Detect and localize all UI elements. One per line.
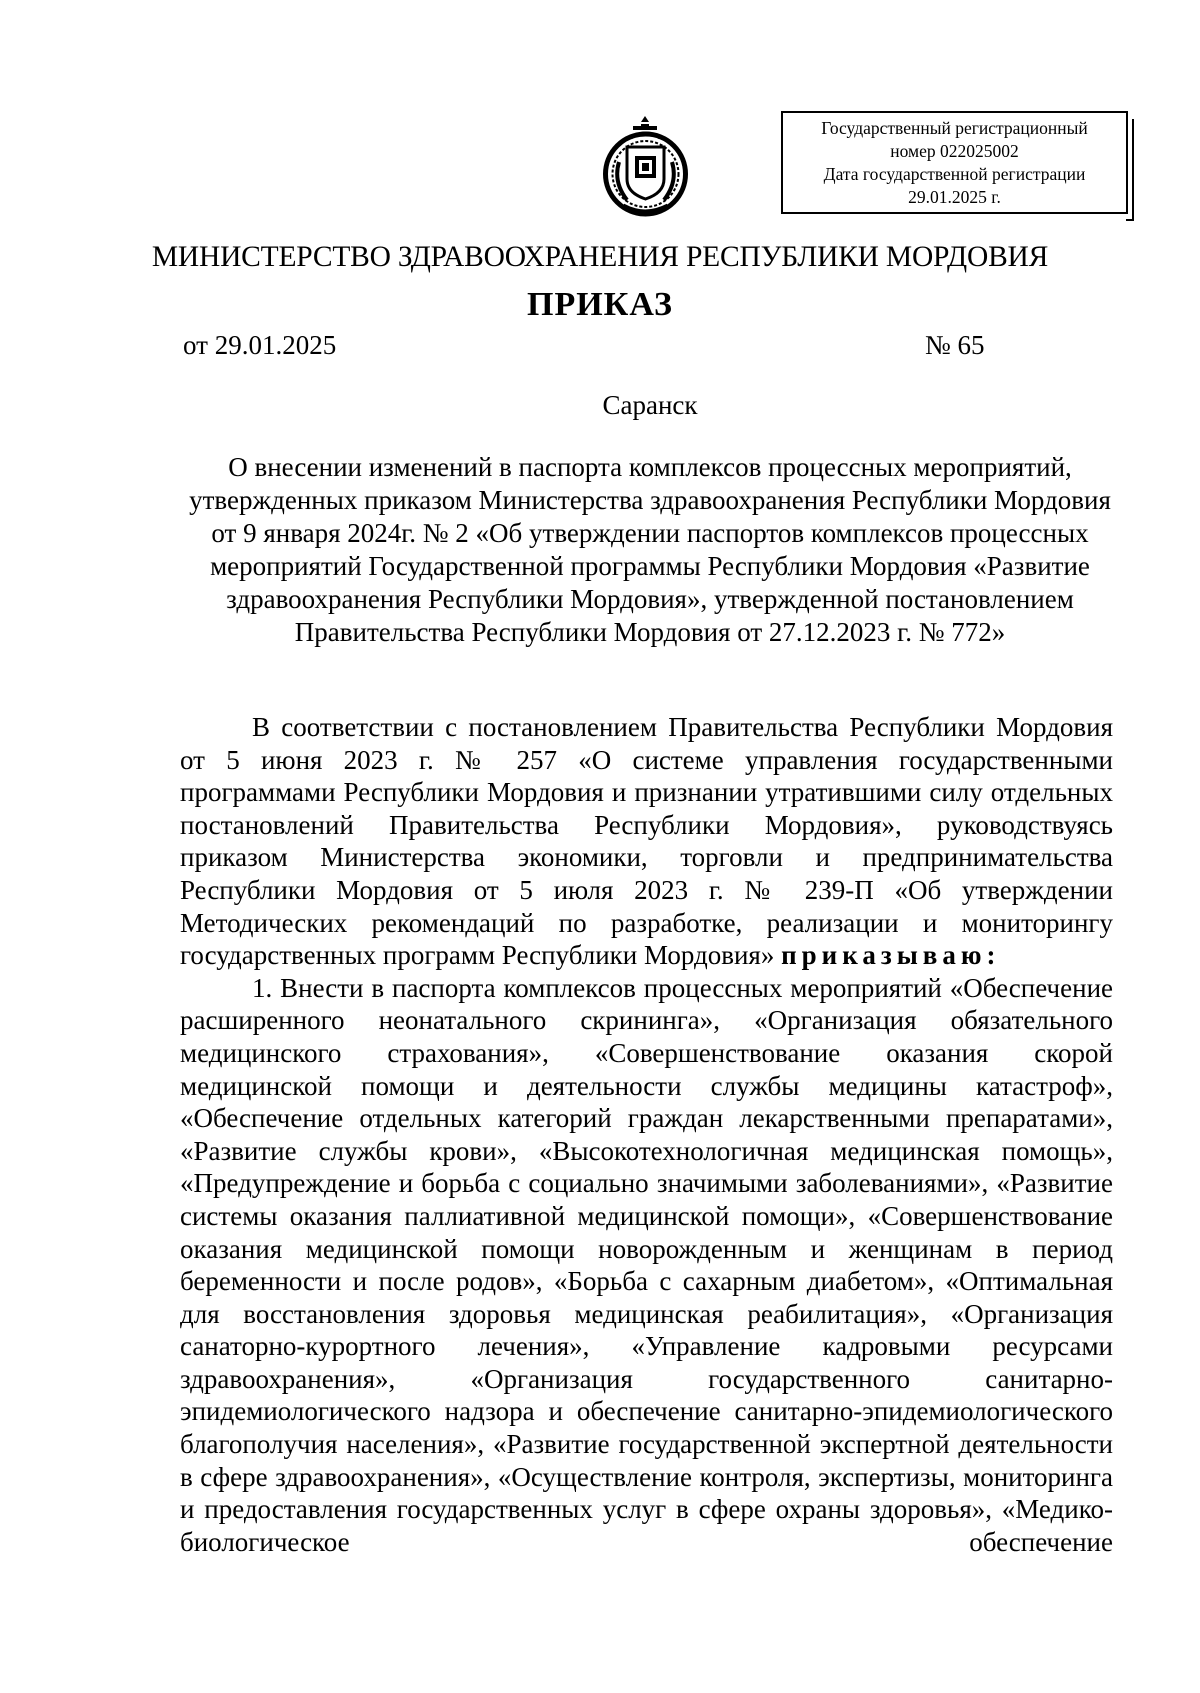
registration-date-label: Дата государственной регистрации: [823, 164, 1086, 184]
order-date: от 29.01.2025: [183, 330, 337, 360]
item-1-paragraph: 1. Внести в паспорта комплексов процессных мероприятий «Обеспечение расширенного неонатального скрининга», «Организация обязательного медицинского страхования», «Совершенствование оказания скорой медицинской помощи и деятельности службы медицины катастроф», «Обеспечение отдельных категорий граждан лекарственными препаратами», «Развитие службы крови», «Высокотехнологичная медицинская помощь», «Предупреждение и борьба с социально значимыми заболеваниями», «Развитие системы оказания паллиативной медицинской помощи», «Совершенствование оказания медицинской помощи новорожденным и женщинам в период беременности и после родов», «Борьба с сахарным диабетом», «Оптимальная для восстановления здоровья медицинская реабилитация», «Организация санаторно-курортного лечения», «Управление кадровыми ресурсами здравоохранения», «Организация государственного санитарно-эпидемиологического надзора и обеспечение санитарно-эпидемиологического благополучия населения», «Развитие государственной экспертной деятельности в сфере здравоохранения», «Осуществление контроля, экспертизы, мониторинга и предоставления государственных услуг в сфере охраны здоровья», «Медико-биологическое обеспечение: [180, 972, 1113, 1557]
preamble-paragraph: [180, 711, 1113, 972]
order-subject: О внесении изменений в паспорта комплексов процессных мероприятий, утвержденных приказом Министерства здравоохранения Республики Мордовия от 9 января 2024г. № 2 «Об утверждении паспортов комплексов процессных мероприятий Государственной программы Республики Мордовия «Развитие здравоохранения Республики Мордовия», утвержденной постановлением Правительства Республики Мордовия от 27.12.2023 г. № 772»: [189, 452, 1111, 647]
stamp-shadow: [1126, 119, 1134, 221]
order-body: [180, 711, 1113, 1558]
registration-line-1: Государственный регистрационный: [821, 118, 1088, 138]
coat-of-arms-emblem: [597, 112, 694, 220]
registration-stamp: [781, 111, 1128, 214]
order-number: № 65: [925, 330, 985, 360]
order-word: приказываю:: [781, 940, 1001, 971]
city-name: Саранск: [602, 390, 698, 420]
preamble-text: В соответствии с постановлением Правительства Республики Мордовия от 5 июня 2023 г. № 257 «О системе управления государственными программами Республики Мордовия и признании утратившими силу отдельных постановлений Правительства Республики Мордовия», руководствуясь приказом Министерства экономики, торговли и предпринимательства Республики Мордовия от 5 июля 2023 г. № 239-П «Об утверждении Методических рекомендаций по разработке, реализации и мониторингу государственных программ Республики Мордовия»: [180, 712, 1113, 971]
registration-date: 29.01.2025 г.: [908, 187, 1001, 207]
document-title: ПРИКАЗ: [527, 286, 673, 323]
registration-number: номер 022025002: [890, 141, 1019, 161]
ministry-name: МИНИСТЕРСТВО ЗДРАВООХРАНЕНИЯ РЕСПУБЛИКИ МОРДОВИЯ: [151, 241, 1049, 273]
